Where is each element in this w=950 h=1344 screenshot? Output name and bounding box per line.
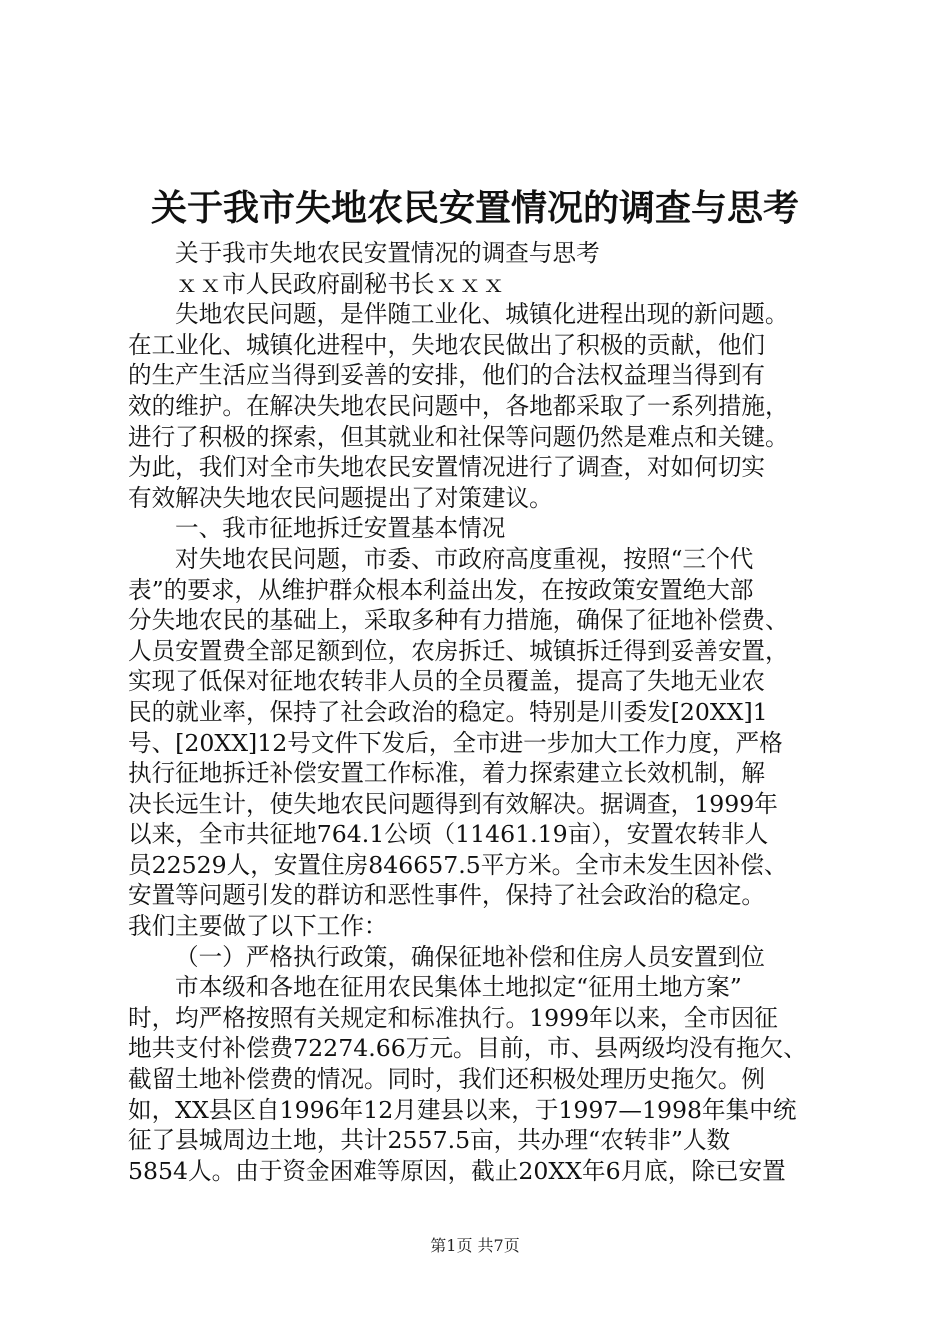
text-line: 征了县城周边土地，共计2557.5亩，共办理“农转非”人数 bbox=[128, 1126, 731, 1155]
text-line: 5854人。由于资金困难等原因，截止20XX年6月底，除已安置 bbox=[128, 1156, 786, 1185]
text-line: 的生产生活应当得到妥善的安排，他们的合法权益理当得到有 bbox=[128, 361, 766, 390]
text-line: 人员安置费全部足额到位，农房拆迁、城镇拆迁得到妥善安置， bbox=[128, 636, 789, 665]
text-line: 为此，我们对全市失地农民安置情况进行了调查，对如何切实 bbox=[128, 453, 766, 482]
text-line: 有效解决失地农民问题提出了对策建议。 bbox=[128, 483, 553, 512]
text-line: 表”的要求，从维护群众根本利益出发，在按政策安置绝大部 bbox=[128, 575, 754, 604]
text-line: 员22529人，安置住房846657.5平方米。全市未发生因补偿、 bbox=[128, 850, 788, 879]
text-line: 实现了低保对征地农转非人员的全员覆盖，提高了失地无业农 bbox=[128, 667, 766, 696]
text-line: 效的维护。在解决失地农民问题中，各地都采取了一系列措施， bbox=[128, 391, 789, 420]
text-line: 以来，全市共征地764.1公顷（11461.19亩），安置农转非人 bbox=[128, 820, 769, 849]
text-line: 民的就业率，保持了社会政治的稳定。特别是川委发[20XX]1 bbox=[128, 697, 768, 726]
text-line: 一、我市征地拆迁安置基本情况 bbox=[175, 514, 506, 543]
text-line: ｘｘ市人民政府副秘书长ｘｘｘ bbox=[175, 269, 506, 298]
text-line: 市本级和各地在征用农民集体土地拟定“征用土地方案” bbox=[175, 973, 742, 1002]
text-line: 分失地农民的基础上，采取多种有力措施，确保了征地补偿费、 bbox=[128, 606, 789, 635]
text-line: 关于我市失地农民安置情况的调查与思考 bbox=[175, 239, 600, 267]
text-line: 失地农民问题，是伴随工业化、城镇化进程出现的新问题。 bbox=[175, 300, 789, 329]
text-line: 执行征地拆迁补偿安置工作标准，着力探索建立长效机制，解 bbox=[128, 759, 766, 788]
text-line: 时，均严格按照有关规定和标准执行。1999年以来，全市因征 bbox=[128, 1003, 778, 1032]
text-line: 安置等问题引发的群访和恶性事件，保持了社会政治的稳定。 bbox=[128, 881, 766, 910]
text-line: 对失地农民问题，市委、市政府高度重视，按照“三个代 bbox=[175, 544, 754, 573]
text-line: 截留土地补偿费的情况。同时，我们还积极处理历史拖欠。例 bbox=[128, 1065, 766, 1094]
text-line: （一）严格执行政策，确保征地补偿和住房人员安置到位 bbox=[175, 942, 765, 971]
page-footer: 第1页 共7页 bbox=[430, 1236, 520, 1255]
text-line: 如，XX县区自1996年12月建县以来，于1997—1998年集中统 bbox=[128, 1095, 797, 1124]
text-line: 号、[20XX]12号文件下发后，全市进一步加大工作力度，严格 bbox=[128, 728, 783, 757]
text-line: 决长远生计，使失地农民问题得到有效解决。据调查，1999年 bbox=[128, 789, 778, 818]
document-title: 关于我市失地农民安置情况的调查与思考 bbox=[150, 187, 799, 229]
document-body bbox=[128, 238, 850, 1186]
text-line: 地共支付补偿费72274.66万元。目前，市、县两级均没有拖欠、 bbox=[128, 1034, 807, 1063]
text-line: 我们主要做了以下工作： bbox=[128, 912, 388, 941]
text-line: 进行了积极的探索，但其就业和社保等问题仍然是难点和关键。 bbox=[128, 422, 789, 451]
text-line: 在工业化、城镇化进程中，失地农民做出了积极的贡献，他们 bbox=[128, 330, 766, 359]
